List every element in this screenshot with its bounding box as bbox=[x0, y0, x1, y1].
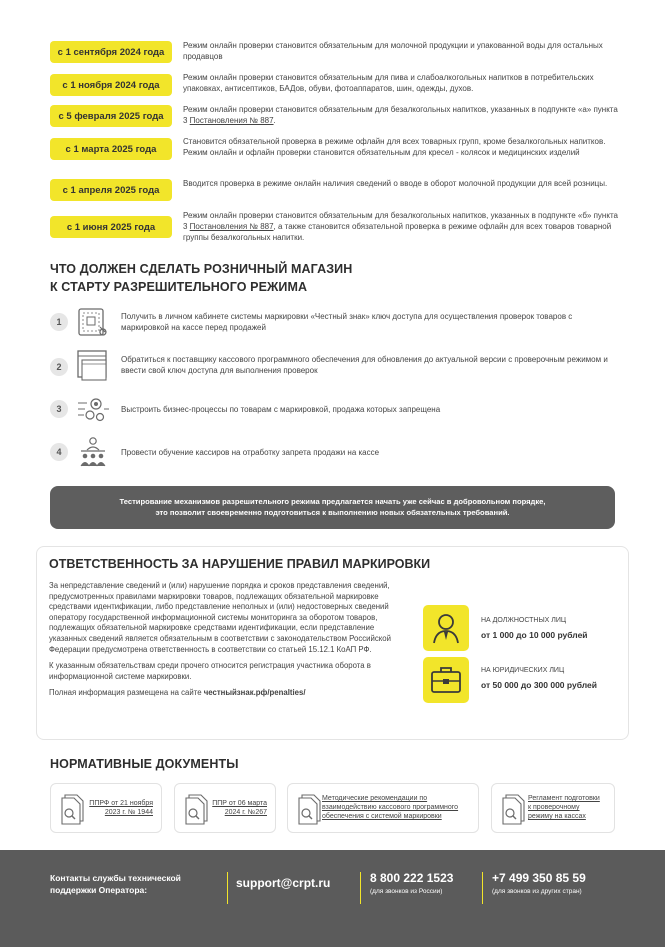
fine-label: НА ЮРИДИЧЕСКИХ ЛИЦ bbox=[481, 667, 565, 674]
document-title-line: к проверочному bbox=[528, 804, 580, 811]
timeline-row bbox=[50, 134, 625, 172]
responsibility-paragraph: К указанным обязательствам среди прочего относится регистрация участника оборота в информационной системе маркировки. bbox=[49, 661, 371, 681]
step-2 bbox=[50, 350, 625, 384]
footer-divider bbox=[482, 872, 483, 904]
retail-title-line2: К СТАРТУ РАЗРЕШИТЕЛЬНОГО РЕЖИМА bbox=[50, 280, 308, 294]
penalties-link[interactable]: честныйзнак.рф/penalties/ bbox=[203, 688, 306, 698]
phone-note: (для звонков из России) bbox=[370, 888, 443, 895]
voluntary-testing-banner bbox=[50, 486, 615, 529]
step-1 bbox=[50, 307, 625, 341]
document-title bbox=[89, 799, 153, 817]
date-badge: с 1 июня 2025 года bbox=[50, 216, 172, 238]
timeline-text: Становится обязательной проверка в режиме офлайн для всех товарных групп, кроме безалкогольных напитков. Режим онлайн и офлайн проверки становится обязательным для кресел - колясок и медицинских изделий bbox=[183, 137, 606, 157]
responsibility-paragraph bbox=[49, 688, 399, 699]
document-search-icon bbox=[500, 793, 526, 825]
date-badge: с 1 ноября 2024 года bbox=[50, 74, 172, 96]
timeline-text: Вводится проверка в режиме онлайн наличия сведений о вводе в оборот молочной продукции для всей розницы. bbox=[183, 179, 608, 188]
support-contacts-line: поддержки Оператора: bbox=[50, 885, 148, 895]
timeline-row bbox=[50, 102, 625, 132]
date-badge: с 1 марта 2025 года bbox=[50, 138, 172, 160]
retail-title-line1: ЧТО ДОЛЖЕН СДЕЛАТЬ РОЗНИЧНЫЙ МАГАЗИН bbox=[50, 262, 353, 276]
business-process-gears-icon bbox=[76, 395, 110, 427]
decree-887-link[interactable]: Постановления № 887 bbox=[189, 222, 274, 231]
timeline-text: Режим онлайн проверки становится обязательным для молочной продукции и упакованной воды для остальных продавцов bbox=[183, 41, 603, 61]
document-title-line: режиму на кассах bbox=[528, 813, 586, 820]
decree-887-link[interactable]: Постановления № 887 bbox=[189, 116, 274, 125]
timeline-row bbox=[50, 70, 625, 100]
responsibility-text bbox=[49, 581, 399, 705]
date-badge: с 1 сентября 2024 года bbox=[50, 41, 172, 63]
step-number: 3 bbox=[50, 400, 68, 418]
briefcase-icon bbox=[423, 657, 469, 703]
banner-line: это позволит своевременно подготовиться к выполнению новых обязательных требований. bbox=[155, 508, 510, 517]
step-text: Выстроить бизнес-процессы по товарам с маркировкой, продажа которых запрещена bbox=[121, 405, 441, 414]
document-title-line: Методические рекомендации по bbox=[322, 795, 428, 802]
timeline-text-part: Режим онлайн проверки становится обязательным для безалкогольных напитков, указанных в подпункте «а» пункта 3 bbox=[183, 105, 618, 125]
timeline-text-part: , а также становится обязательной проверка в режиме офлайн для всех товаров товарной группы безалкогольных напитки. bbox=[183, 222, 612, 242]
footer bbox=[0, 850, 665, 947]
timeline-text bbox=[183, 210, 623, 243]
official-person-icon bbox=[423, 605, 469, 651]
document-title bbox=[322, 794, 458, 821]
step-text: Обратиться к поставщику кассового программного обеспечения для обновления до актуальной версии с проверочным режимом и ввести свой ключ доступа для выполнения проверок bbox=[121, 355, 608, 375]
timeline-row bbox=[50, 208, 625, 248]
site-prefix: Полная информация размещена на сайте bbox=[49, 688, 204, 698]
step-3 bbox=[50, 395, 625, 429]
footer-divider bbox=[360, 872, 361, 904]
support-email-link[interactable]: support@crpt.ru bbox=[236, 876, 331, 890]
date-badge: с 5 февраля 2025 года bbox=[50, 105, 172, 127]
timeline-text-part: . bbox=[273, 116, 276, 125]
document-title-line: Регламент подготовки bbox=[528, 795, 600, 802]
step-number: 1 bbox=[50, 313, 68, 331]
software-window-icon bbox=[76, 350, 110, 382]
document-card-ppr-267[interactable] bbox=[174, 783, 276, 833]
support-contacts-label bbox=[50, 872, 220, 896]
document-title-line: 2023 г. № 1944 bbox=[104, 809, 153, 816]
document-title-line: обеспечения с системой маркировки bbox=[322, 813, 442, 820]
timeline-row bbox=[50, 38, 625, 68]
timeline-text-part: Режим онлайн проверки становится обязательным для безалкогольных напитков, указанных в подпункте «б» пункта 3 bbox=[183, 211, 618, 231]
fine-label: НА ДОЛЖНОСТНЫХ ЛИЦ bbox=[481, 617, 567, 624]
support-phone-international[interactable]: +7 499 350 85 59 bbox=[492, 871, 586, 885]
document-title-line: взаимодействию кассового программного bbox=[322, 804, 459, 811]
banner-line: Тестирование механизмов разрешительного режима предлагается начать уже сейчас в добровольном порядке, bbox=[119, 497, 546, 506]
responsibility-paragraph: За непредставление сведений и (или) нарушение порядка и сроков представления сведений, предусмотренных правилами маркировки товаров, подлежащих обязательной маркировке средствами идентификации, либо представление неполных и (или) недостоверных сведений оператору государственной информационной системы мониторинга за оборотом товаров, подлежащих обязательной маркировке средствами идентификации, если представление указанных сведений является обязательным в соответствии с законодательством Российской Федерации предусмотрена ответственность в соответствии со статьей 15.12.1 КоАП РФ. bbox=[49, 581, 391, 654]
document-card-methodical-recommendations[interactable] bbox=[287, 783, 479, 833]
qr-scan-icon bbox=[76, 307, 110, 339]
document-title bbox=[212, 799, 267, 817]
step-number: 2 bbox=[50, 358, 68, 376]
document-title bbox=[528, 794, 600, 821]
fine-amount: от 50 000 до 300 000 рублей bbox=[481, 680, 597, 690]
phone-note: (для звонков из других стран) bbox=[492, 888, 582, 895]
support-phone-russia[interactable]: 8 800 222 1523 bbox=[370, 871, 454, 885]
document-card-cash-regulation[interactable] bbox=[491, 783, 615, 833]
step-4 bbox=[50, 436, 625, 470]
fine-amount: от 1 000 до 10 000 рублей bbox=[481, 630, 588, 640]
document-search-icon bbox=[59, 793, 85, 825]
timeline-text: Режим онлайн проверки становится обязательным для пива и слабоалкогольных напитков в потребительских упаковках, антисептиков, БАДов, обуви, фотоаппаратов, шин, одежды, духов. bbox=[183, 73, 594, 93]
documents-title: НОРМАТИВНЫЕ ДОКУМЕНТЫ bbox=[50, 757, 239, 771]
support-contacts-line: Контакты службы технической bbox=[50, 873, 181, 883]
step-text: Получить в личном кабинете системы маркировки «Честный знак» ключ доступа для осуществления проверок товаров с маркировкой на кассе перед продажей bbox=[121, 312, 573, 332]
responsibility-title: ОТВЕТСТВЕННОСТЬ ЗА НАРУШЕНИЕ ПРАВИЛ МАРКИРОВКИ bbox=[49, 557, 431, 571]
responsibility-section bbox=[36, 546, 629, 740]
document-card-pprf-1944[interactable] bbox=[50, 783, 162, 833]
document-title-line: ППР от 06 марта bbox=[212, 800, 267, 807]
document-title-line: ППРФ от 21 ноября bbox=[89, 800, 153, 807]
cashier-training-icon bbox=[76, 436, 110, 468]
footer-divider bbox=[227, 872, 228, 904]
step-text: Провести обучение кассиров на отработку запрета продажи на кассе bbox=[121, 448, 380, 457]
date-badge: с 1 апреля 2025 года bbox=[50, 179, 172, 201]
timeline-row bbox=[50, 176, 625, 206]
document-search-icon bbox=[183, 793, 209, 825]
step-number: 4 bbox=[50, 443, 68, 461]
document-search-icon bbox=[296, 793, 322, 825]
document-title-line: 2024 г. №267 bbox=[224, 809, 267, 816]
timeline-text bbox=[183, 104, 623, 126]
